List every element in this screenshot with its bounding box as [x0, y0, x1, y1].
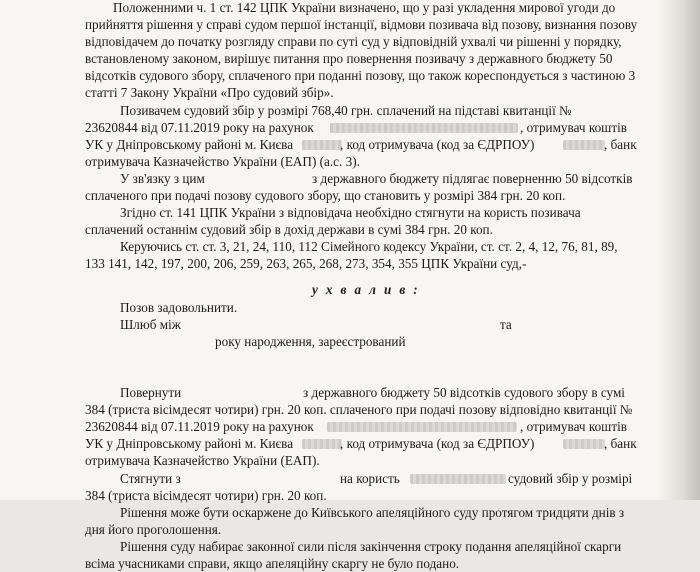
paragraph-line: Повернути з державного бюджету 50 відсотків судового збору в сумі [120, 385, 625, 400]
paragraph-line: УК у Дніпровському районі м. Києва , код отримувача (код за ЄДРПОУ) , банк [85, 436, 637, 451]
paragraph-line: сплаченого при подачі позову судового збору, що становить у розмірі 384 грн. 20 коп. [85, 188, 566, 203]
redaction-mark [302, 140, 342, 150]
paragraph-line: Згідно ст. 141 ЦПК України з відповідача необхідно стягнути на користь позивача [120, 205, 581, 220]
paragraph-line: Позивачем судовий збір у розмірі 768,40 грн. сплачений на підставі квитанції № [120, 103, 572, 118]
redaction-mark [330, 123, 518, 133]
redaction-mark [563, 439, 605, 449]
redaction-mark [327, 422, 517, 432]
paragraph-line: Шлюб між та [120, 317, 512, 332]
paragraph-line: статті 7 Закону України «Про судовий збір». [85, 85, 334, 100]
paragraph-line: 384 (триста вісімдесят чотири) грн. 20 коп. [85, 488, 327, 503]
paragraph-line: 133 141, 142, 197, 200, 206, 259, 263, 265, 268, 273, 354, 355 ЦПК України суд,- [85, 256, 527, 271]
paragraph-line: Рішення може бути оскаржене до Київського апеляційного суду протягом тридцяти днів з [120, 505, 625, 520]
paragraph-line: відсотків судового збору, сплаченого при поданні позову, що також кореспондується з частиною 3 [85, 68, 636, 83]
paragraph-line: дня його проголошення. [85, 522, 222, 537]
paragraph-line: року народження, зареєстрований [215, 334, 406, 349]
paragraph-line: У зв'язку з цим з державного бюджету підлягає поверненню 50 відсотків [120, 171, 633, 186]
paragraph-line: Керуючись ст. ст. 3, 21, 24, 110, 112 Сімейного кодексу України, ст. ст. 2, 4, 12, 76, 81, 89, [120, 239, 618, 254]
redaction-mark [410, 474, 506, 484]
paragraph-line: сплачений останнім судовий збір в дохід держави в сумі 384 грн. 20 коп. [85, 222, 493, 237]
paragraph-line: Стягнути з на користь судовий збір у розмірі [120, 471, 633, 486]
paragraph-line: встановленому законом, вирішує питання про повернення позивачу з державного бюджету 50 [85, 51, 613, 66]
paragraph-line: прийняття рішення у справі судом першої інстанції, відмови позивача від позову, визнання позову [85, 17, 638, 32]
paragraph-line: отримувача Казначейство України (ЕАП). [85, 453, 320, 468]
redaction-mark [563, 140, 605, 150]
paragraph-line: отримувача Казначейство України (ЕАП) (а.с. 3). [85, 154, 360, 169]
paragraph-line: 23620844 від 07.11.2019 року на рахунок , отримувач коштів [85, 120, 627, 135]
paragraph-line: Положенними ч. 1 ст. 142 ЦПК України визначено, що у разі укладення мирової угоди до [113, 0, 616, 15]
paragraph-line: УК у Дніпровському районі м. Києва , код отримувача (код за ЄДРПОУ) , банк [85, 137, 637, 152]
paragraph-line: всіма учасниками справи, якщо апеляційну скаргу не було подано. [85, 556, 460, 571]
paragraph-line: 384 (триста вісімдесят чотири) грн. 20 коп. сплаченого при подачі позову відповідно квитанції № [85, 402, 633, 417]
paragraph-line: 23620844 від 07.11.2019 року на рахунок , отримувач коштів [85, 419, 627, 434]
paragraph-line: Рішення суду набирає законної сили після закінчення строку подання апеляційної скарги [120, 539, 622, 554]
paragraph-line: відповідачем до початку розгляду справи по суті суд у відповідній ухвалі чи рішенні у порядку, [85, 34, 622, 49]
resolution-heading: у х в а л и в : [312, 282, 421, 297]
redaction-mark [302, 439, 342, 449]
paragraph-line: Позов задовольнити. [120, 300, 238, 315]
